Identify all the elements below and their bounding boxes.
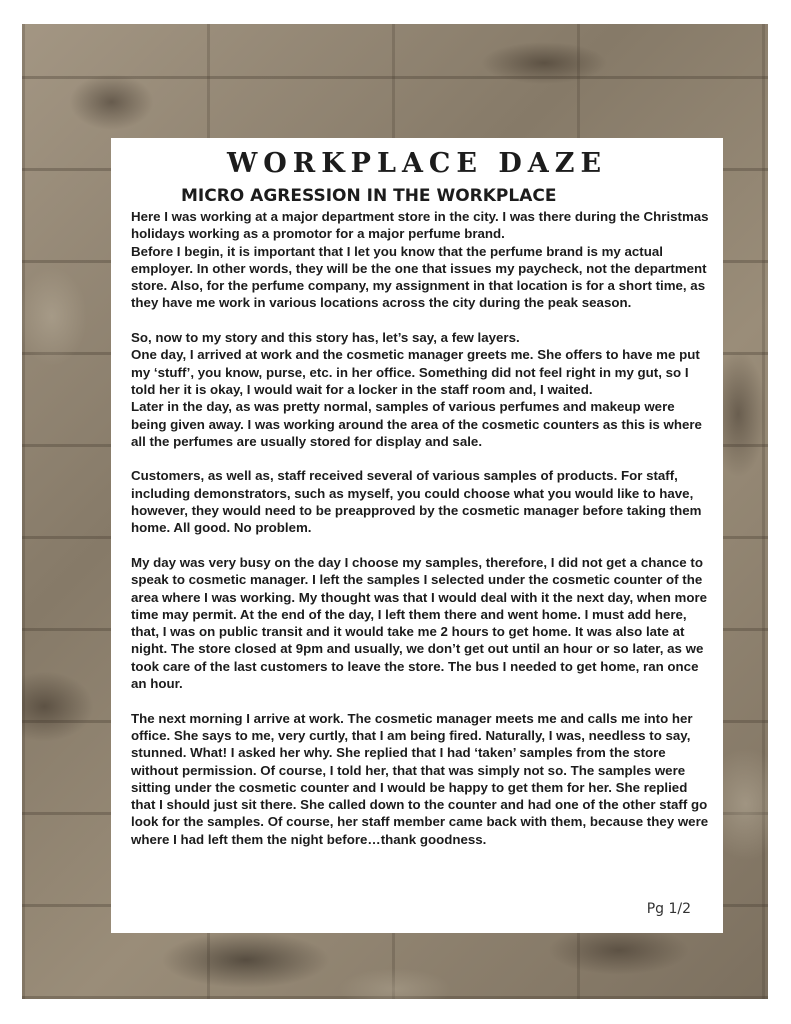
stone-wall-background: [22, 24, 768, 999]
page-title: WORKPLACE DAZE: [226, 148, 608, 179]
page-number: Pg 1/2: [646, 901, 691, 917]
paragraph: Customers, as well as, staff received several of various samples of products. For staff, including demonstrators, such as myself, you could choose what you would like to have, however, they would need to be preapproved by the cosmetic manager before taking them home. All good. No problem.: [131, 468, 702, 536]
paragraph: Here I was working at a major department store in the city. I was there during the Christmas holidays working as a promotor for a major perfume brand.: [131, 209, 709, 242]
article-body: [131, 208, 711, 848]
paragraph: Later in the day, as was pretty normal, samples of various perfumes and makeup were being given away. I was working around the area of the cosmetic counters as this is where all the perfumes are usually stored for display and sale.: [131, 399, 702, 449]
paragraph: Before I begin, it is important that I let you know that the perfume brand is my actual employer. In other words, they will be the one that issues my paycheck, not the department store. Also, for the perfume company, my assignment in that location is for a short time, as they have me work in various locations across the city during the peak season.: [131, 243, 707, 311]
paragraph: One day, I arrived at work and the cosmetic manager greets me. She offers to have me put my ‘stuff’, you know, purse, etc. in her office. Something did not feel right in my gut, so I told her it is okay, I would wait for a locker in the staff room and, I waited.: [131, 347, 700, 397]
paragraph: The next morning I arrive at work. The cosmetic manager meets me and calls me into her office. She says to me, very curtly, that I am being fired. Naturally, I was, needless to say, stunned. What! I asked her why. She replied that I had ‘taken’ samples from the store without permission. Of course, I told her, that that was simply not so. The samples were sitting under the cosmetic counter and I would be happy to get them for her. She replied that I should just sit there. She called down to the counter and had one of the other staff go look for the samples. Of course, her staff member came back with them, because they were where I had left them the night before…thank goodness.: [131, 710, 709, 847]
document-page: [111, 138, 723, 933]
page-subtitle: MICRO AGRESSION IN THE WORKPLACE: [181, 186, 557, 206]
paragraph: My day was very busy on the day I choose my samples, therefore, I did not get a chance to speak to cosmetic manager. I left the samples I selected under the cosmetic counter of the area where I was working. My thought was that I would deal with it the next day, when more time may permit. At the end of the day, I left them there and went home. I must add here, that, I was on public transit and it would take me 2 hours to get home. It was also late at night. The store closed at 9pm and usually, we don’t get out until an hour or so later, as we took care of the last customers to leave the store. The bus I needed to get home, ran once an hour.: [131, 554, 708, 692]
paragraph: So, now to my story and this story has, let’s say, a few layers.: [131, 330, 520, 346]
